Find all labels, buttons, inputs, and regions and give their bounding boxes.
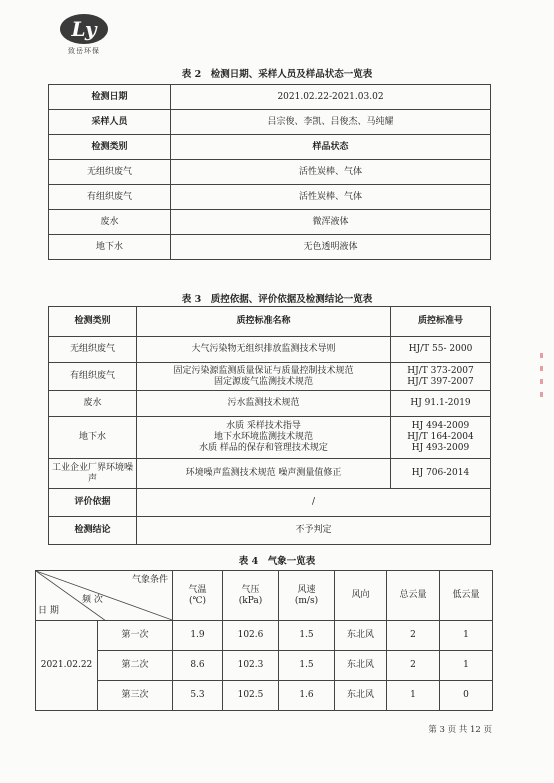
staff-label: 采样人员 <box>49 110 171 135</box>
table-cell: 有组织废气 <box>49 185 171 210</box>
table-header-cell <box>279 571 335 621</box>
table-cell: 废水 <box>49 210 171 235</box>
header-unit: (℃) <box>188 595 207 606</box>
corner-label-frequency: 频 次 <box>82 595 103 605</box>
table-cell: 8.6 <box>173 651 223 681</box>
table-header-cell <box>223 571 279 621</box>
table-cell <box>137 417 391 459</box>
standard-name: 水质 采样技术指导 <box>226 421 301 431</box>
table-cell: HJ/T 55- 2000 <box>391 337 491 363</box>
table-cell: HJ 91.1-2019 <box>391 391 491 417</box>
table-cell: 1 <box>440 651 493 681</box>
standard-name: 地下水环境监测技术规范 <box>213 432 313 442</box>
table-cell: 5.3 <box>173 681 223 711</box>
table-cell: 东北风 <box>335 651 387 681</box>
table-quality-control <box>48 306 491 545</box>
table-cell: 0 <box>440 681 493 711</box>
standard-name: 水质 样品的保存和管理技术规定 <box>199 443 328 453</box>
header-main: 气温 <box>188 584 207 595</box>
standard-name: 固定污染源监测质量保证与质量控制技术规范 <box>173 365 354 376</box>
table-cell: 废水 <box>49 391 137 417</box>
table-cell: 1.5 <box>279 621 335 651</box>
table2-caption: 表 2 检测日期、采样人员及样品状态一览表 <box>181 69 373 80</box>
table-cell: 1.6 <box>279 681 335 711</box>
logo-mark-icon <box>58 12 110 46</box>
table-cell: 1.5 <box>279 651 335 681</box>
table-cell: 污水监测技术规范 <box>137 391 391 417</box>
table-header-cell: 质控标准名称 <box>137 307 391 337</box>
date-label: 检测日期 <box>49 85 171 110</box>
eval-label: 评价依据 <box>49 489 137 517</box>
table-cell: 无组织废气 <box>49 160 171 185</box>
company-name: 致岳环保 <box>68 47 100 55</box>
conclusion-label: 检测结论 <box>49 517 137 545</box>
table-cell <box>391 417 491 459</box>
table-cell: 东北风 <box>335 621 387 651</box>
table-cell: 2 <box>387 651 440 681</box>
table-cell: HJ 706-2014 <box>391 459 491 489</box>
page-number: 第 3 页 共 12 页 <box>428 725 492 735</box>
standard-code: HJ/T 397-2007 <box>407 376 474 387</box>
table-cell: 活性炭棒、气体 <box>171 160 491 185</box>
standard-name: 固定源废气监测技术规范 <box>213 376 313 387</box>
standard-code: HJ 493-2009 <box>411 443 470 453</box>
svg-text:Ly: Ly <box>71 17 97 41</box>
standard-code: HJ/T 164-2004 <box>407 432 474 442</box>
table-sampling-info <box>48 84 491 260</box>
corner-header-cell <box>36 571 173 621</box>
table-cell: 无色透明液体 <box>171 235 491 260</box>
freq-cell: 第二次 <box>98 651 173 681</box>
corner-label-date: 日 期 <box>38 606 59 616</box>
table-header-cell: 风向 <box>335 571 387 621</box>
date-value: 2021.02.22-2021.03.02 <box>171 85 491 110</box>
table-cell: 102.3 <box>223 651 279 681</box>
table-header-cell: 总云量 <box>387 571 440 621</box>
table-cell: 东北风 <box>335 681 387 711</box>
table-cell: 有组织废气 <box>49 363 137 391</box>
table-cell: 无组织废气 <box>49 337 137 363</box>
standard-code: HJ/T 373-2007 <box>407 365 474 376</box>
table-cell: 102.6 <box>223 621 279 651</box>
table-header-cell: 检测类别 <box>49 307 137 337</box>
table-cell: 1 <box>440 621 493 651</box>
table-cell: 大气污染物无组织排放监测技术导则 <box>137 337 391 363</box>
table3-caption: 表 3 质控依据、评价依据及检测结论一览表 <box>181 294 373 305</box>
header-unit: (m/s) <box>294 595 319 606</box>
table-weather <box>35 570 493 711</box>
table-cell: 1 <box>387 681 440 711</box>
staff-value: 吕宗俊、李凯、吕俊杰、马纯耀 <box>171 110 491 135</box>
conclusion-value: 不予判定 <box>137 517 491 545</box>
binding-marks <box>540 345 546 415</box>
table-cell <box>137 363 391 391</box>
corner-label-condition: 气象条件 <box>131 575 168 585</box>
table-cell: 1.9 <box>173 621 223 651</box>
table-header-cell: 低云量 <box>440 571 493 621</box>
table4-caption: 表 4 气象一览表 <box>238 556 316 567</box>
table-cell: 工业企业厂界环境噪声 <box>49 459 137 489</box>
table-header-cell: 质控标准号 <box>391 307 491 337</box>
table-cell: 微浑液体 <box>171 210 491 235</box>
header-unit: (kPa) <box>238 595 263 606</box>
freq-cell: 第一次 <box>98 621 173 651</box>
table-cell: 环境噪声监测技术规范 噪声测量值修正 <box>137 459 391 489</box>
table-header-cell: 检测类别 <box>49 135 171 160</box>
table-cell: 2 <box>387 621 440 651</box>
date-cell: 2021.02.22 <box>36 621 98 711</box>
header-main: 风速 <box>297 584 316 595</box>
standard-code: HJ 494-2009 <box>411 421 470 431</box>
eval-value: / <box>137 489 491 517</box>
freq-cell: 第三次 <box>98 681 173 711</box>
table-cell <box>391 363 491 391</box>
table-header-cell: 样品状态 <box>171 135 491 160</box>
table-cell: 地下水 <box>49 235 171 260</box>
company-logo <box>58 12 110 56</box>
header-main: 气压 <box>241 584 260 595</box>
table-cell: 地下水 <box>49 417 137 459</box>
table-cell: 102.5 <box>223 681 279 711</box>
table-header-cell <box>173 571 223 621</box>
table-cell: 活性炭棒、气体 <box>171 185 491 210</box>
